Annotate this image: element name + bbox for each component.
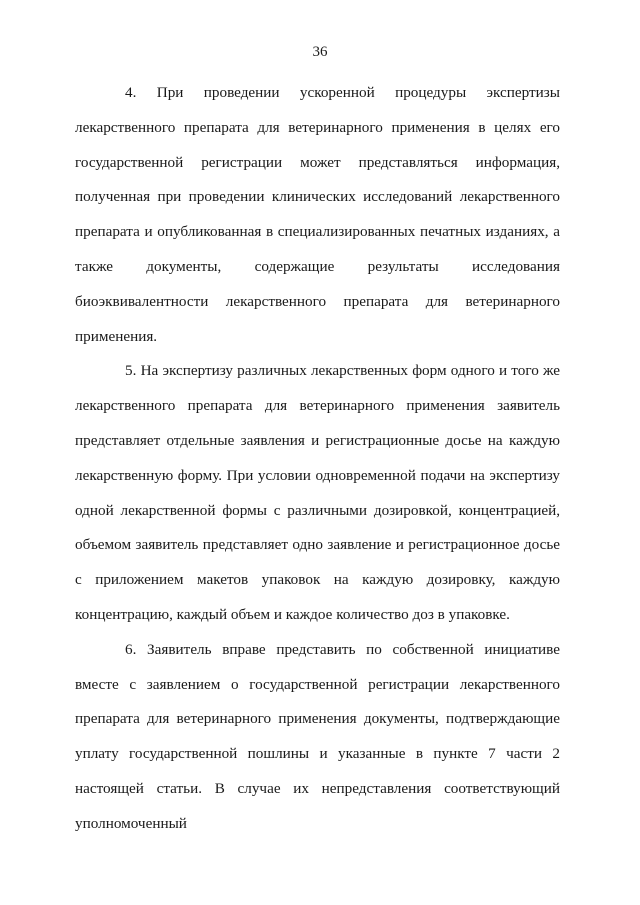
body-text <box>75 76 560 842</box>
paragraph-6: 6. Заявитель вправе представить по собственной инициативе вместе с заявлением о государственной регистрации лекарственного препарата для ветеринарного применения документы, подтверждающие уплату государственной пошлины и указанные в пункте 7 части 2 настоящей статьи. В случае их непредставления соответствующий уполномоченный <box>75 640 560 832</box>
paragraph-4: 4. При проведении ускоренной процедуры экспертизы лекарственного препарата для ветеринарного применения в целях его государственной регистрации может представляться информация, полученная при проведении клинических исследований лекарственного препарата и опубликованная в специализированных печатных изданиях, а также документы, содержащие результаты исследования биоэквивалентности лекарственного препарата для ветеринарного применения. <box>75 84 560 345</box>
paragraph-5: 5. На экспертизу различных лекарственных форм одного и того же лекарственного препарата для ветеринарного применения заявитель представляет отдельные заявления и регистрационные досье на каждую лекарственную форму. При условии одновременной подачи на экспертизу одной лекарственной формы с различными дозировкой, концентрацией, объемом заявитель представляет одно заявление и регистрационное досье с приложением макетов упаковок на каждую дозировку, каждую концентрацию, каждый объем и каждое количество доз в упаковке. <box>75 362 560 623</box>
page-number: 36 <box>312 44 328 60</box>
